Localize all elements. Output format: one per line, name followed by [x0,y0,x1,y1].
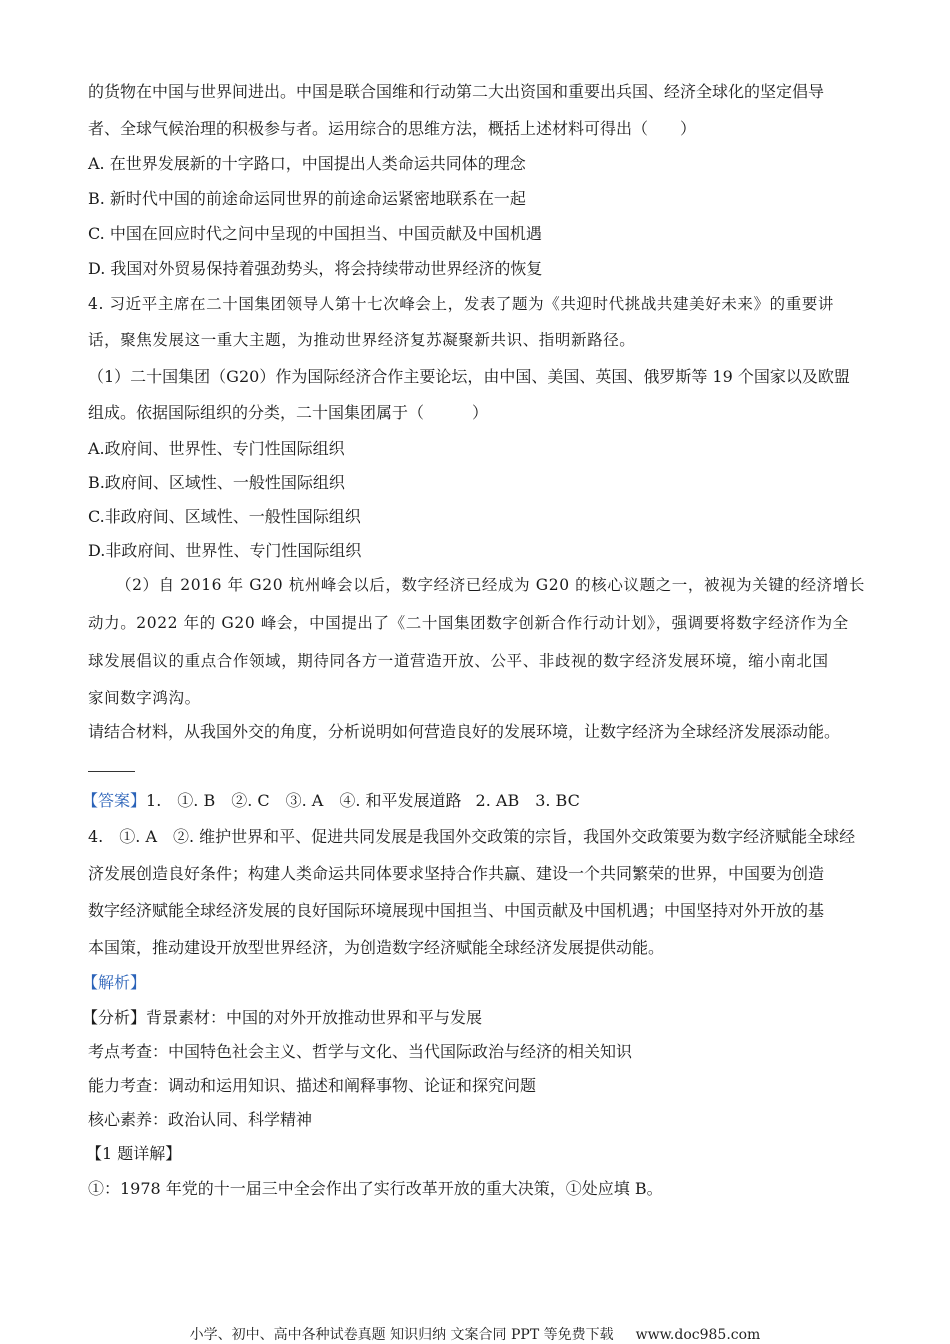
answer-text: 1. ①. B ②. C ③. A ④. 和平发展道路 [146,791,462,810]
q4-sub2-line: （2）自 2016 年 G20 杭州峰会以后，数字经济已经成为 G20 的核心议题之一，被视为关键的经济增长 [116,576,865,594]
analysis-line: ①：1978 年党的十一届三中全会作出了实行改革开放的重大决策，①处应填 B。 [88,1179,663,1198]
answer-detail-line: 4. ①. A ②. 维护世界和平、促进共同发展是我国外交政策的宗旨，我国外交政策要为数字经济赋能全球经 [88,827,856,846]
q3-option-a: A. 在世界发展新的十字路口，中国提出人类命运共同体的理念 [88,154,526,173]
q3-option-b: B. 新时代中国的前途命运同世界的前途命运紧密地联系在一起 [88,189,526,208]
footer-url[interactable]: www.doc985.com [635,1327,761,1343]
footer-text: 小学、初中、高中各种试卷真题 知识归纳 文案合同 PPT 等免费下载 [189,1327,614,1343]
q4-sub2-line: 家间数字鸿沟。 [88,689,201,707]
q3-option-d: D. 我国对外贸易保持着强劲势头，将会持续带动世界经济的恢复 [88,259,543,278]
q4-sub1-line: 组成。依据国际组织的分类，二十国集团属于（ ） [88,403,489,422]
q4-sub1-option-b: B.政府间、区域性、一般性国际组织 [88,473,345,492]
q4-stem-line: 话，聚焦发展这一重大主题，为推动世界经济复苏凝聚新共识、指明新路径。 [88,331,636,349]
answer-detail-line: 数字经济赋能全球经济发展的良好国际环境展现中国担当、中国贡献及中国机遇；中国坚持对外开放的基 [88,901,825,920]
q4-sub2-question: 请结合材料，从我国外交的角度，分析说明如何营造良好的发展环境，让数字经济为全球经济发展添动能。 [88,722,841,741]
page-footer [0,1324,950,1344]
q4-sub1-option-a: A.政府间、世界性、专门性国际组织 [88,439,345,458]
q4-sub2-line: 球发展倡议的重点合作领域，期待同各方一道营造开放、公平、非歧视的数字经济发展环境，缩小南北国 [88,652,829,670]
analysis-label: 【解析】 [82,973,147,992]
q4-sub1-line: （1）二十国集团（G20）作为国际经济合作主要论坛，由中国、美国、英国、俄罗斯等 19 个国家以及欧盟 [88,367,850,386]
answer-line [82,791,580,811]
q4-sub1-option-d: D.非政府间、世界性、专门性国际组织 [88,541,362,560]
q4-stem-line: 4. 习近平主席在二十国集团领导人第十七次峰会上，发表了题为《共迎时代挑战共建美好未来》的重要讲 [88,295,835,313]
analysis-line: 考点考查：中国特色社会主义、哲学与文化、当代国际政治与经济的相关知识 [88,1042,633,1061]
answer-label: 【答案】 [82,791,147,810]
q3-stem-line: 的货物在中国与世界间进出。中国是联合国维和行动第二大出资国和重要出兵国、经济全球化的坚定倡导 [88,82,825,101]
analysis-line: 核心素养：政治认同、科学精神 [88,1110,313,1129]
answer-blank-line [88,771,135,772]
q3-option-c: C. 中国在回应时代之问中呈现的中国担当、中国贡献及中国机遇 [88,224,542,243]
q4-sub1-option-c: C.非政府间、区域性、一般性国际组织 [88,507,361,526]
q4-sub2-line: 动力。2022 年的 G20 峰会，中国提出了《二十国集团数字创新合作行动计划》，强调要将数字经济作为全 [88,614,849,632]
analysis-line: 能力考查：调动和运用知识、描述和阐释事物、论证和探究问题 [88,1076,537,1095]
analysis-line: 【分析】背景素材：中国的对外开放推动世界和平与发展 [82,1008,483,1027]
analysis-line: 【1 题详解】 [86,1144,182,1163]
answer-text: 2. AB 3. BC [475,791,580,810]
answer-detail-line: 济发展创造良好条件；构建人类命运共同体要求坚持合作共赢、建设一个共同繁荣的世界，中国要为创造 [88,864,825,883]
q3-stem-line: 者、全球气候治理的积极参与者。运用综合的思维方法，概括上述材料可得出（ ） [88,119,697,138]
answer-detail-line: 本国策，推动建设开放型世界经济，为创造数字经济赋能全球经济发展提供动能。 [88,938,665,957]
